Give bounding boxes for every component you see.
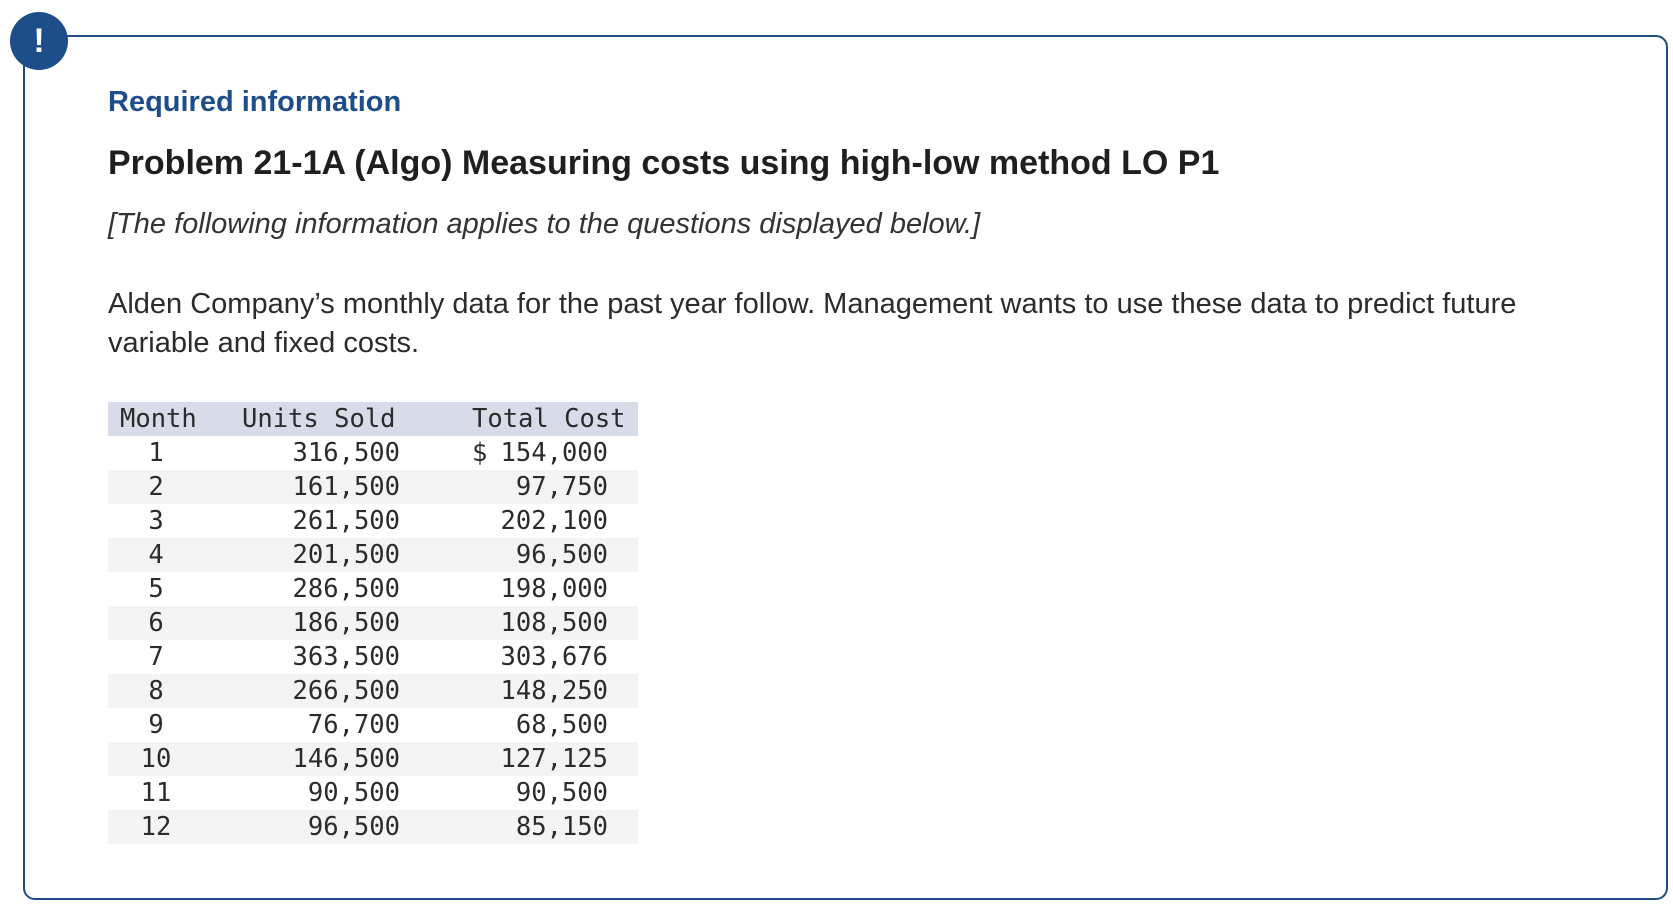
- cell-month: 11: [140, 778, 172, 808]
- cell-month: 6: [108, 606, 220, 640]
- cell-month: 10: [108, 742, 220, 776]
- cell-units-sold: 96,500: [220, 810, 444, 844]
- cell-units-sold: 266,500: [220, 674, 444, 708]
- cell-month: 2: [108, 470, 220, 504]
- cell-total-cost: 90,500: [515, 778, 608, 808]
- cell-month: 5: [148, 574, 164, 604]
- cell-month: 8: [108, 674, 220, 708]
- cell-month: 4: [108, 538, 220, 572]
- cell-units-sold: 286,500: [292, 574, 400, 604]
- applies-note: [The following information applies to the questions displayed below.]: [108, 208, 981, 240]
- header-month: Month: [108, 402, 220, 436]
- cell-month: 12: [108, 810, 220, 844]
- alert-icon: !: [10, 12, 68, 70]
- cell-units-sold: 186,500: [220, 606, 444, 640]
- table-row: [108, 470, 638, 504]
- table-row: [108, 810, 638, 844]
- cell-units-sold: 146,500: [220, 742, 444, 776]
- table-row: [108, 504, 638, 538]
- intro-paragraph: Alden Company’s monthly data for the past year follow. Management wants to use these data to predict future variable and fixed costs.: [108, 288, 1517, 359]
- table-row: [108, 674, 638, 708]
- cell-units-sold: 363,500: [292, 642, 400, 672]
- table-header-row: [108, 402, 638, 436]
- cell-units-sold: 261,500: [292, 506, 400, 536]
- header-total-cost: Total Cost: [444, 402, 638, 436]
- cell-units-sold: 316,500: [292, 438, 400, 468]
- table-row: [108, 436, 638, 470]
- required-information-heading: Required information: [108, 86, 402, 118]
- table-row: [108, 538, 638, 572]
- table-row: [108, 640, 638, 674]
- table-row: [108, 606, 638, 640]
- cell-total-cost: 85,150: [444, 810, 638, 844]
- cell-month: 9: [148, 710, 164, 740]
- cell-total-cost: 198,000: [500, 574, 608, 604]
- cell-units-sold: 161,500: [220, 470, 444, 504]
- table-row: [108, 742, 638, 776]
- cost-value: 154,000: [500, 438, 608, 468]
- currency-symbol: $: [472, 438, 488, 468]
- table-row: [108, 572, 638, 606]
- header-units-sold: Units Sold: [220, 402, 444, 436]
- monthly-data-table: [108, 402, 638, 844]
- cell-units-sold: 76,700: [307, 710, 400, 740]
- cell-total-cost: 68,500: [515, 710, 608, 740]
- cell-total-cost: 303,676: [500, 642, 608, 672]
- cell-month: 1: [148, 438, 164, 468]
- cell-units-sold: 90,500: [307, 778, 400, 808]
- cell-total-cost: 148,250: [444, 674, 638, 708]
- cell-units-sold: 201,500: [220, 538, 444, 572]
- cell-total-cost: 108,500: [444, 606, 638, 640]
- table-row: [108, 708, 638, 742]
- cell-month: 3: [148, 506, 164, 536]
- cell-total-cost: [444, 436, 638, 470]
- cell-month: 7: [148, 642, 164, 672]
- table-row: [108, 776, 638, 810]
- cell-total-cost: 127,125: [444, 742, 638, 776]
- cell-total-cost: 96,500: [444, 538, 638, 572]
- cell-total-cost: 97,750: [444, 470, 638, 504]
- cell-total-cost: 202,100: [500, 506, 608, 536]
- problem-title: Problem 21-1A (Algo) Measuring costs using high-low method LO P1: [108, 144, 1220, 182]
